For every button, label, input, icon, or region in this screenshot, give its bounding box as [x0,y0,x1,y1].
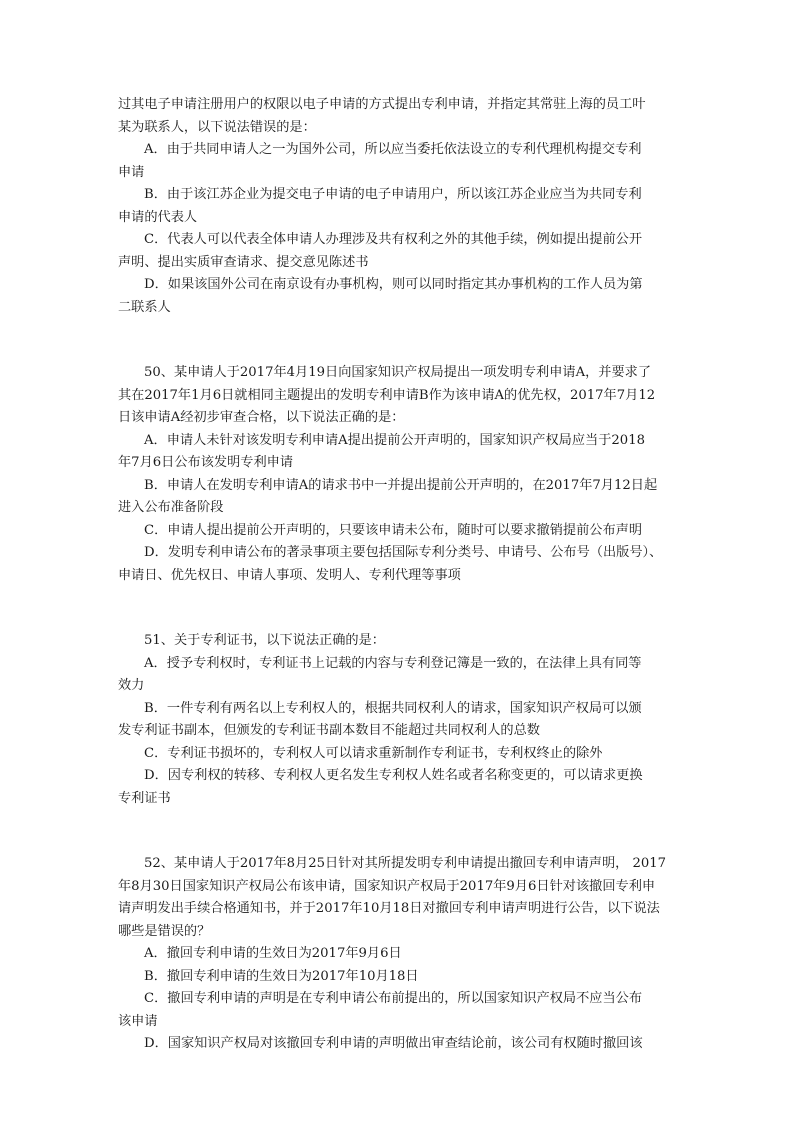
q51-option-b-line1: B．一件专利有两名以上专利权人的，根据共同权利人的请求，国家知识产权局可以颁 [144,700,642,716]
question-spacer [118,810,678,853]
q52-stem-line1: 52、某申请人于2017年8月25日针对其所提发明专利申请提出撤回专利申请声明， 2017 [144,856,667,871]
q51-stem-line1: 51、关于专利证书，以下说法正确的是： [144,633,385,648]
q51-option-d-line1: D．因专利权的转移、专利权人更名发生专利权人姓名或者名称变更的，可以请求更换 [144,768,643,783]
intro-line: 某为联系人，以下说法错误的是： [118,119,316,135]
q50-option-a-line1: A．申请人未针对该发明专利申请A提出提前公开声明的，国家知识产权局应当于2018 [144,432,645,448]
q50-option-b-line2: 进入公布准备阶段 [118,500,224,515]
q52-option-d-line1: D．国家知识产权局对该撤回专利申请的声明做出审查结论前，该公司有权随时撤回该 [144,1036,643,1051]
q52-stem-line4: 哪些是错误的？ [118,923,211,939]
document-body [118,94,678,1056]
q52-option-b-line1: B．撤回专利申请的生效日为2017年10月18日 [144,968,419,984]
question-51 [118,630,678,810]
q52-option-c-line2: 该申请 [118,1013,158,1029]
option-c-line1: C．代表人可以代表全体申请人办理涉及共有权利之外的其他手续，例如提出提前公开 [144,232,643,247]
q50-stem-line3: 日该申请A经初步审查合格，以下说法正确的是： [118,410,405,425]
option-a-line2: 申请 [118,164,145,180]
question-52 [118,853,678,1056]
option-b-line1: B．由于该江苏企业为提交电子申请的电子申请用户，所以该江苏企业应当为共同专利 [144,187,642,202]
q50-option-b-line1: B．申请人在发明专利申请A的请求书中一并提出提前公开声明的，在2017年7月12日起 [144,477,658,493]
q52-stem-line3: 请声明发出手续合格通知书，并于2017年10月18日对撤回专利申请声明进行公告，以下说法 [118,901,660,916]
option-a-line1: A．由于共同申请人之一为国外公司，所以应当委托依法设立的专利代理机构提交专利 [144,142,642,157]
q50-option-d-line1: D．发明专利申请公布的著录事项主要包括国际专利分类号、申请号、公布号（出版号）、 [144,545,663,560]
q50-stem-line2: 其在2017年1月6日就相同主题提出的发明专利申请B作为该申请A的优先权，2017年7月12 [118,387,656,403]
q50-stem-line1: 50、某申请人于2017年4月19日向国家知识产权局提出一项发明专利申请A，并要求了 [144,365,652,380]
q51-option-d-line2: 专利证书 [118,790,171,806]
question-50 [118,362,678,587]
q51-option-b-line2: 发专利证书副本，但颁发的专利证书副本数目不能超过共同权利人的总数 [118,723,540,738]
q50-option-c-line1: C．申请人提出提前公开声明的，只要该申请未公布，随时可以要求撤销提前公布声明 [144,522,643,538]
q51-option-a-line1: A．授予专利权时，专利证书上记载的内容与专利登记簿是一致的，在法律上具有同等 [144,655,642,671]
question-spacer [118,587,678,630]
q51-option-a-line2: 效力 [118,678,145,693]
option-b-line2: 申请的代表人 [118,209,198,225]
q52-option-a-line1: A．撤回专利申请的生效日为2017年9月6日 [144,946,402,961]
q51-option-c-line1: C．专利证书损坏的，专利权人可以请求重新制作专利证书，专利权终止的除外 [144,745,603,761]
q50-option-a-line2: 年7月6日公布该发明专利申请 [118,455,294,470]
question-intro [118,94,678,319]
question-spacer [118,319,678,362]
option-d-line1: D．如果该国外公司在南京设有办事机构，则可以同时指定其办事机构的工作人员为第 [144,277,643,292]
option-d-line2: 二联系人 [118,299,171,315]
q52-option-c-line1: C．撤回专利申请的声明是在专利申请公布前提出的，所以国家知识产权局不应当公布 [144,991,643,1006]
intro-line: 过其电子申请注册用户的权限以电子申请的方式提出专利申请，并指定其常驻上海的员工叶 [118,97,646,112]
q52-stem-line2: 年8月30日国家知识产权局公布该申请，国家知识产权局于2017年9月6日针对该撤回专利申 [118,878,656,894]
q50-option-d-line2: 申请日、优先权日、申请人事项、发明人、专利代理等事项 [118,567,461,583]
option-c-line2: 声明、提出实质审查请求、提交意见陈述书 [118,254,369,270]
